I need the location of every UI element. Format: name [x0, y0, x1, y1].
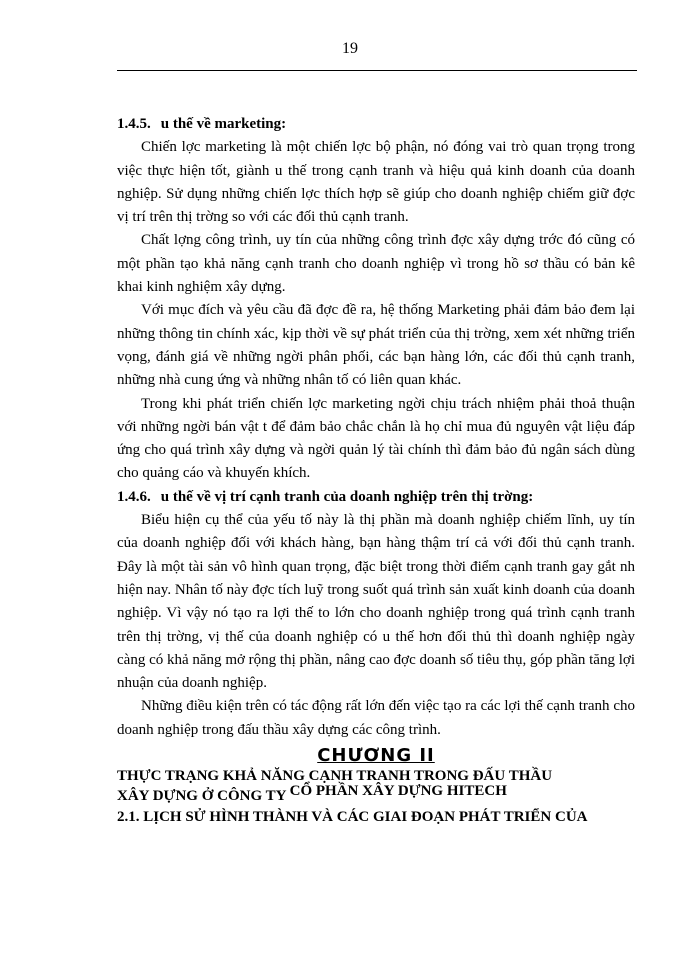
- chapter-heading: [117, 746, 635, 806]
- section-title: u thế về vị trí cạnh tranh của doanh nghiệp trên thị trờng:: [160, 488, 534, 505]
- section-heading-1-4-5: [117, 113, 635, 136]
- paragraph: Chiến lợc marketing là một chiến lợc bộ phận, nó đóng vai trò quan trọng trong việc thực hiện tốt, giành u thế trong cạnh tranh và hiệu quả kinh doanh của doanh nghiệp. Sử dụng những chiến lợc thích hợp sẽ giúp cho doanh nghiệp chiếm giữ đợc vị trí trên thị trờng so với các đối thủ cạnh tranh.: [117, 139, 635, 226]
- chapter-label: CHƯƠNG II: [317, 745, 435, 767]
- section-title: u thế về marketing:: [160, 116, 287, 132]
- section-number: 1.4.6.: [117, 488, 151, 505]
- section-heading-2-1: 2.1. LỊCH SỬ HÌNH THÀNH VÀ CÁC GIAI ĐOẠN PHÁT TRIỂN CỦA: [117, 809, 588, 826]
- paragraph: Với mục đích và yêu cầu đã đợc đề ra, hệ thống Marketing phải đảm bảo đem lại những thông tin chính xác, kịp thời về sự phát triển của thị trờng, xem xét những triển vọng, đánh giá về những ngời phân phối, các bạn hàng lớn, các đối thủ cạnh tranh, những nhà cung ứng và những nhân tố có liên quan khác.: [117, 302, 635, 389]
- paragraph: Biểu hiện cụ thể của yếu tố này là thị phần mà doanh nghiệp chiếm lĩnh, uy tín của doanh nghiệp đối với khách hàng, bạn hàng thậm trí cả với đối thủ cạnh tranh. Đây là một tài sản vô hình quan trọng, đặc biệt trong thời điểm cạnh tranh gay gắt nh hiện nay. Nhân tố này đợc tích luỹ trong suốt quá trình sản xuất kinh doanh của doanh nghiệp. Vì vậy nó tạo ra lợi thế to lớn cho doanh nghiệp trong quá trình cạnh tranh trên thị trờng, vị thế của doanh nghiệp có u thế hơn đối thủ thì doanh nghiệp ngày càng có khả năng mở rộng thị phần, nâng cao đợc doanh số tiêu thụ, góp phần tăng lợi nhuận của doanh nghiệp.: [117, 512, 635, 692]
- section-number: 1.4.5.: [117, 116, 151, 132]
- chapter-title-line-2: [117, 783, 635, 806]
- paragraph: Trong khi phát triển chiến lợc marketing ngời chịu trách nhiệm phải thoả thuận với những ngời bán vật t để đảm bảo chắc chắn là họ chỉ mua đủ nguyên vật liệu đáp ứng cho quá trình xây dựng và ngời quản lý tài chính thì đảm bảo đủ ngân sách dùng cho quảng cáo và khuyến khích.: [117, 395, 635, 482]
- document-body: [117, 113, 635, 829]
- section-heading-1-4-6: [117, 486, 635, 509]
- paragraph: Chất lợng công trình, uy tín của những công trình đợc xây dựng trớc đó cũng có một phần tạo khả năng cạnh tranh cho doanh nghiệp vì trong hồ sơ thầu có bản kê khai kinh nghiệm xây dựng.: [117, 232, 635, 296]
- header-rule: [117, 70, 637, 71]
- paragraph: Những điều kiện trên có tác động rất lớn đến việc tạo ra các lợi thế cạnh tranh cho doanh nghiệp trong đấu thầu xây dựng các công trình.: [117, 698, 635, 738]
- chapter-title-part-b: CỔ PHẦN XÂY DỰNG HITECH: [289, 783, 507, 800]
- page-number: 19: [342, 40, 358, 57]
- chapter-title-line-1: THỰC TRẠNG KHẢ NĂNG CẠNH TRANH TRONG ĐẤU THẦU: [117, 768, 553, 785]
- chapter-title-part-a: XÂY DỰNG Ở CÔNG TY: [117, 788, 286, 805]
